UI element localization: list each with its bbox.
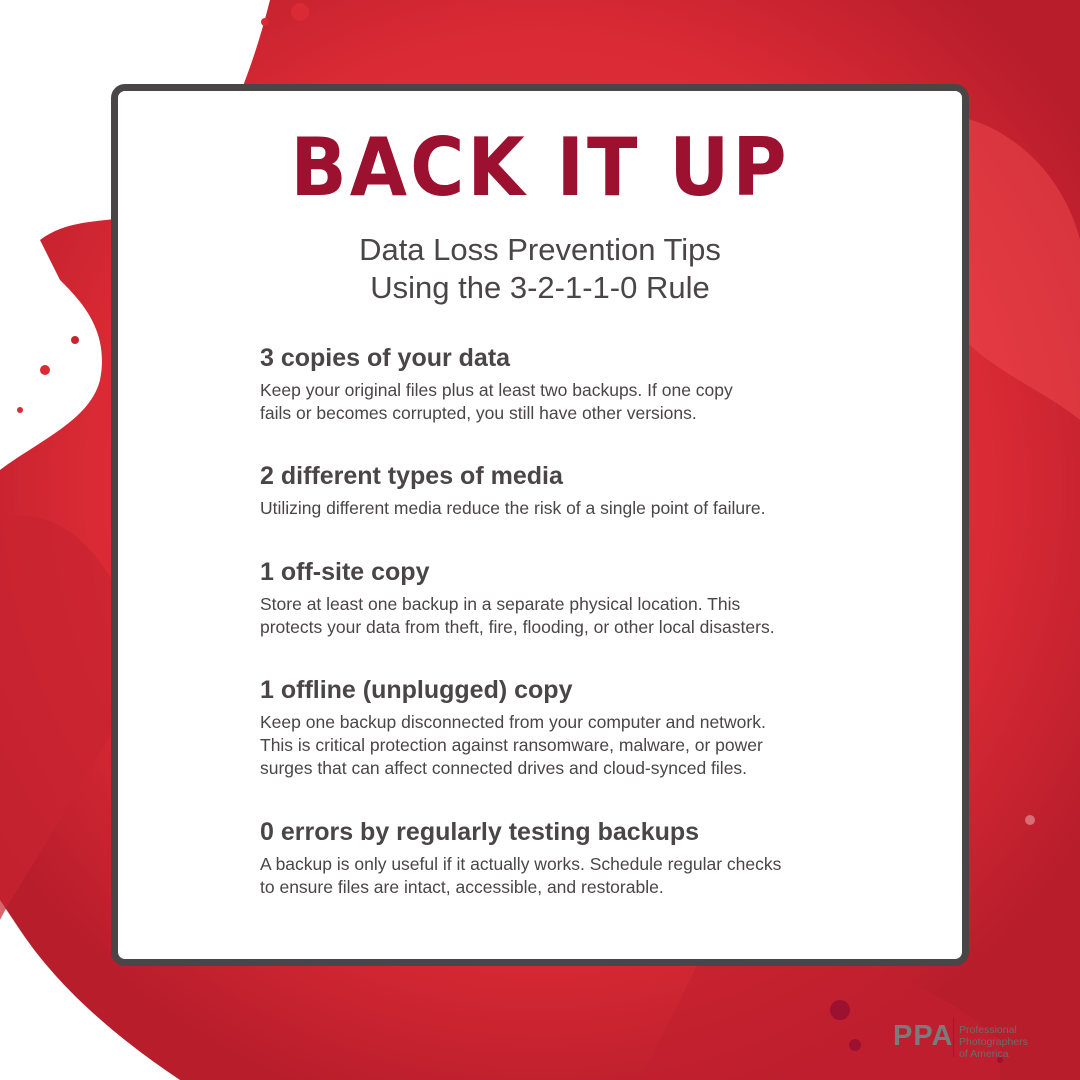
tip-heading: 1 off-site copy bbox=[260, 558, 430, 586]
logo-name-line: Professional bbox=[959, 1024, 1017, 1036]
subtitle-line-2: Using the 3-2-1-1-0 Rule bbox=[370, 270, 710, 305]
tip-heading: 0 errors by regularly testing backups bbox=[260, 818, 700, 846]
tip-body bbox=[260, 379, 940, 425]
tip-2-media bbox=[260, 461, 940, 520]
tip-body bbox=[260, 593, 940, 639]
tip-body-line: Keep one backup disconnected from your computer and network. bbox=[260, 712, 766, 732]
tip-body-line: to ensure files are intact, accessible, and restorable. bbox=[260, 877, 664, 897]
logo-name-line: of America bbox=[959, 1048, 1009, 1060]
tip-heading: 1 offline (unplugged) copy bbox=[260, 676, 573, 704]
ppa-logo-mark: PPA bbox=[893, 1020, 954, 1052]
tip-heading: 3 copies of your data bbox=[260, 344, 511, 372]
tip-1-offsite bbox=[260, 557, 940, 639]
tip-body-line: Keep your original files plus at least two backups. If one copy bbox=[260, 380, 733, 400]
subtitle-line-1: Data Loss Prevention Tips bbox=[359, 232, 721, 267]
tip-body-line: Store at least one backup in a separate physical location. This bbox=[260, 594, 741, 614]
tip-body-line: This is critical protection against ransomware, malware, or power bbox=[260, 735, 763, 755]
tip-body-line: A backup is only useful if it actually works. Schedule regular checks bbox=[260, 854, 782, 874]
main-title: BACK IT UP bbox=[290, 121, 790, 215]
tip-0-errors bbox=[260, 817, 940, 899]
tip-body bbox=[260, 497, 940, 520]
ppa-logo-name bbox=[959, 1024, 1069, 1060]
tip-body-line: Utilizing different media reduce the risk of a single point of failure. bbox=[260, 498, 766, 518]
tips-card bbox=[111, 84, 969, 966]
logo-divider bbox=[953, 1017, 954, 1057]
tip-heading: 2 different types of media bbox=[260, 462, 563, 490]
logo-name-line: Photographers bbox=[959, 1036, 1028, 1048]
tip-1-offline bbox=[260, 675, 940, 780]
tip-3-copies bbox=[260, 343, 940, 425]
tip-body-line: fails or becomes corrupted, you still have other versions. bbox=[260, 403, 697, 423]
tip-body-line: surges that can affect connected drives and cloud-synced files. bbox=[260, 758, 748, 778]
tip-body bbox=[260, 711, 940, 780]
tip-body-line: protects your data from theft, fire, flooding, or other local disasters. bbox=[260, 617, 775, 637]
tip-body bbox=[260, 853, 940, 899]
subtitle bbox=[118, 231, 962, 307]
